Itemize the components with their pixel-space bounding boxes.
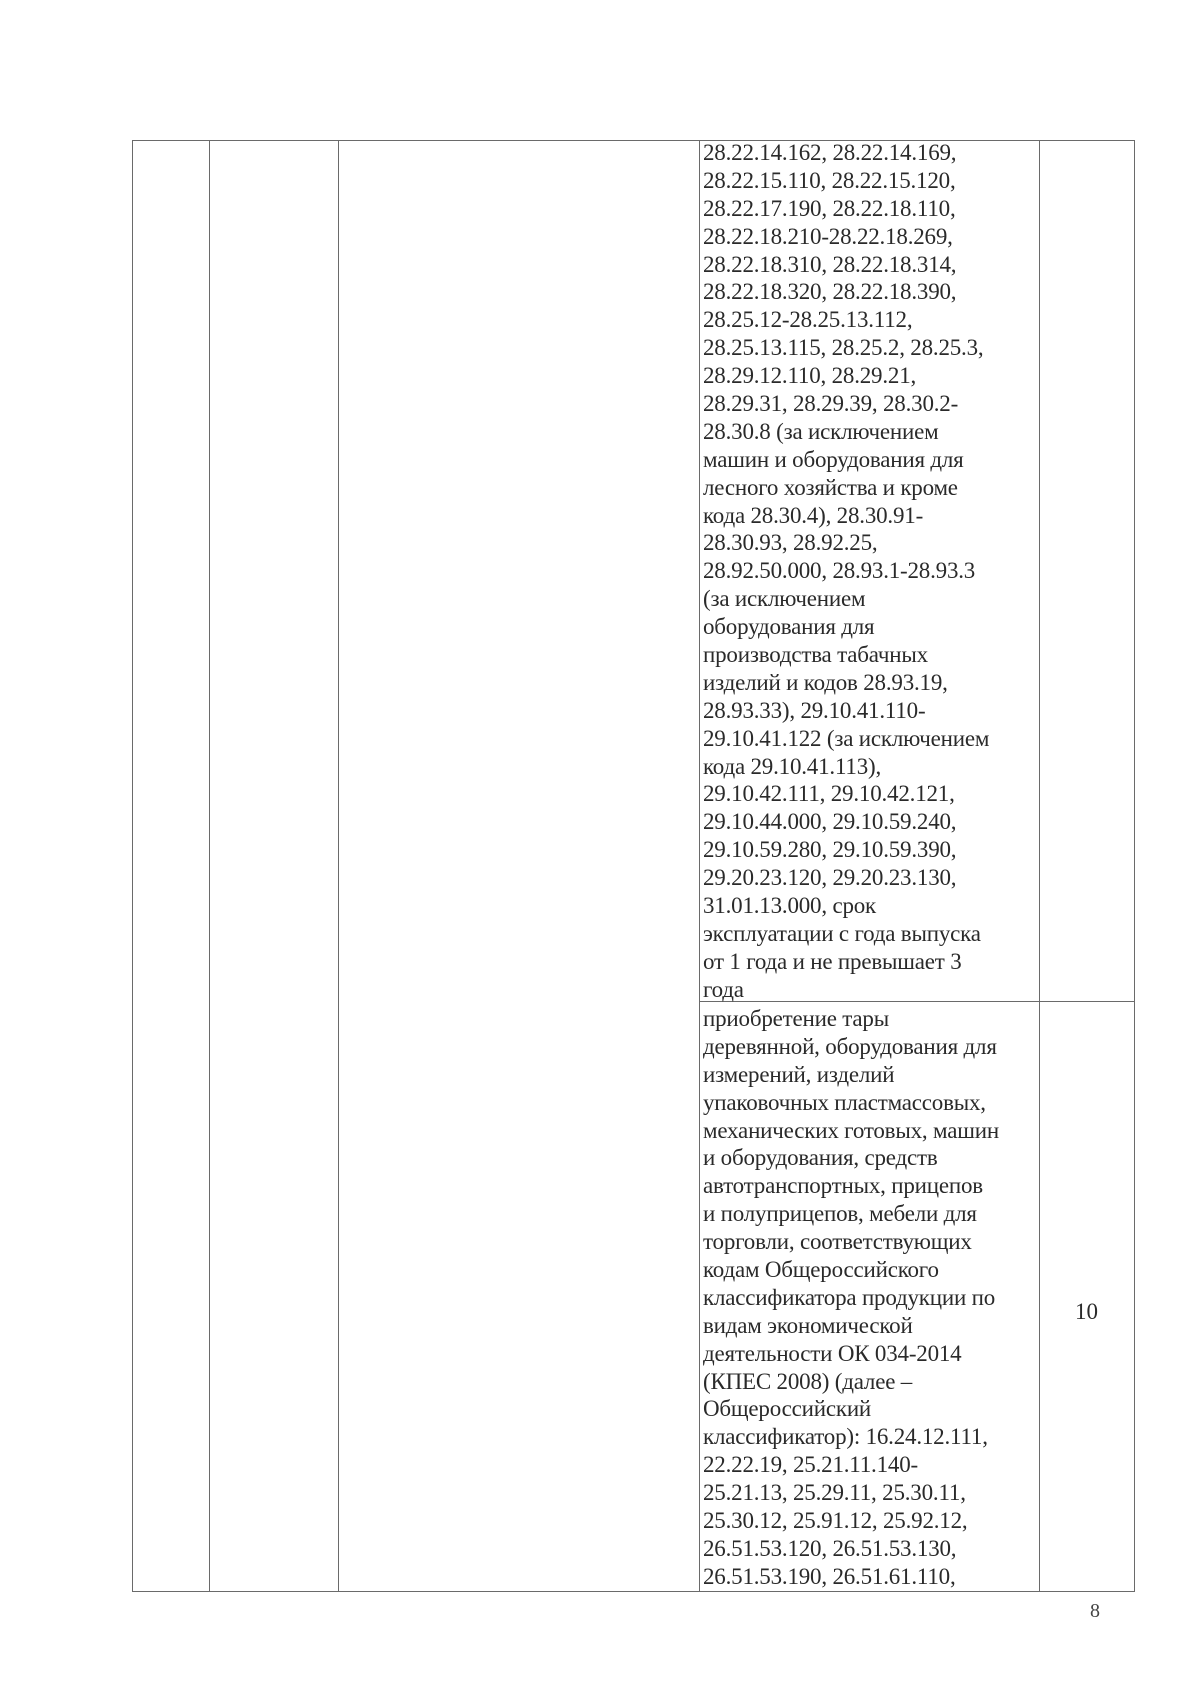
text-line: эксплуатации с года выпуска — [703, 920, 981, 946]
text-line: 26.51.53.190, 26.51.61.110, — [703, 1563, 956, 1589]
text-line: изделий и кодов 28.93.19, — [703, 669, 948, 695]
text-line: 28.22.15.110, 28.22.15.120, — [703, 167, 956, 193]
text-line: 28.25.13.115, 28.25.2, 28.25.3, — [703, 335, 984, 361]
text-line: (КПЕС 2008) (далее – — [703, 1368, 913, 1394]
text-line: (за исключением — [703, 586, 866, 612]
table-row-2-description — [703, 1005, 1029, 1591]
column-divider-3 — [699, 140, 700, 1592]
text-line: 28.22.18.210-28.22.18.269, — [703, 223, 953, 249]
text-line: видам экономической — [703, 1312, 913, 1338]
text-line: 28.22.18.320, 28.22.18.390, — [703, 279, 957, 305]
page-number: 8 — [1090, 1600, 1100, 1622]
text-line: 28.29.12.110, 28.29.21, — [703, 363, 917, 389]
text-line: классификатора продукции по — [703, 1284, 996, 1310]
text-line: Общероссийский — [703, 1396, 872, 1422]
text-line: машин и оборудования для — [703, 446, 964, 472]
table-row-1-description — [703, 139, 1029, 1004]
text-line: кода 29.10.41.113), — [703, 753, 882, 779]
text-line: производства табачных — [703, 642, 928, 668]
text-line: лесного хозяйства и кроме — [703, 474, 958, 500]
text-line: 29.10.41.122 (за исключением — [703, 725, 990, 751]
text-line: 28.29.31, 28.29.39, 28.30.2- — [703, 391, 959, 417]
text-line: 28.92.50.000, 28.93.1-28.93.3 — [703, 558, 976, 584]
table-border-bottom — [132, 1591, 1135, 1592]
column-divider-4 — [1039, 140, 1040, 1592]
text-line: деятельности ОК 034-2014 — [703, 1340, 962, 1366]
text-line: 28.30.93, 28.92.25, — [703, 530, 878, 556]
text-line: и полуприцепов, мебели для — [703, 1201, 977, 1227]
text-line: 29.10.42.111, 29.10.42.121, — [703, 781, 955, 807]
text-line: 28.22.18.310, 28.22.18.314, — [703, 251, 957, 277]
text-line: 28.22.14.162, 28.22.14.169, — [703, 140, 957, 165]
text-line: 29.10.44.000, 29.10.59.240, — [703, 809, 957, 835]
text-line: измерений, изделий — [703, 1061, 895, 1087]
text-line: торговли, соответствующих — [703, 1229, 972, 1255]
table-border-right — [1134, 140, 1135, 1592]
text-line: 28.25.12-28.25.13.112, — [703, 307, 913, 333]
text-line: кодам Общероссийского — [703, 1257, 939, 1283]
text-line: 29.10.59.280, 29.10.59.390, — [703, 837, 957, 863]
text-line: 29.20.23.120, 29.20.23.130, — [703, 865, 957, 891]
text-line: и оборудования, средств — [703, 1145, 938, 1171]
text-line: 26.51.53.120, 26.51.53.130, — [703, 1535, 957, 1561]
text-line: кода 28.30.4), 28.30.91- — [703, 502, 924, 528]
text-line: 31.01.13.000, срок — [703, 893, 877, 919]
column-divider-1 — [209, 140, 210, 1592]
text-line: 22.22.19, 25.21.11.140- — [703, 1452, 918, 1478]
text-line: классификатор): 16.24.12.111, — [703, 1424, 988, 1450]
table-border-left — [132, 140, 133, 1592]
table — [132, 140, 1135, 1592]
text-line: оборудования для — [703, 614, 875, 640]
text-line: упаковочных пластмассовых, — [703, 1089, 986, 1115]
text-line: 25.30.12, 25.91.12, 25.92.12, — [703, 1508, 968, 1534]
text-line: приобретение тары — [703, 1006, 889, 1031]
text-line: от 1 года и не превышает 3 — [703, 948, 962, 974]
column-divider-2 — [338, 140, 339, 1592]
text-line: 25.21.13, 25.29.11, 25.30.11, — [703, 1480, 966, 1506]
text-line: года — [703, 976, 744, 1002]
text-line: 28.22.17.190, 28.22.18.110, — [703, 195, 956, 221]
text-line: механических готовых, машин — [703, 1117, 999, 1143]
text-line: автотранспортных, прицепов — [703, 1173, 983, 1199]
table-row-2-rate: 10 — [1075, 1299, 1098, 1324]
text-line: 28.93.33), 29.10.41.110- — [703, 697, 926, 723]
text-line: деревянной, оборудования для — [703, 1033, 997, 1059]
text-line: 28.30.8 (за исключением — [703, 418, 939, 444]
